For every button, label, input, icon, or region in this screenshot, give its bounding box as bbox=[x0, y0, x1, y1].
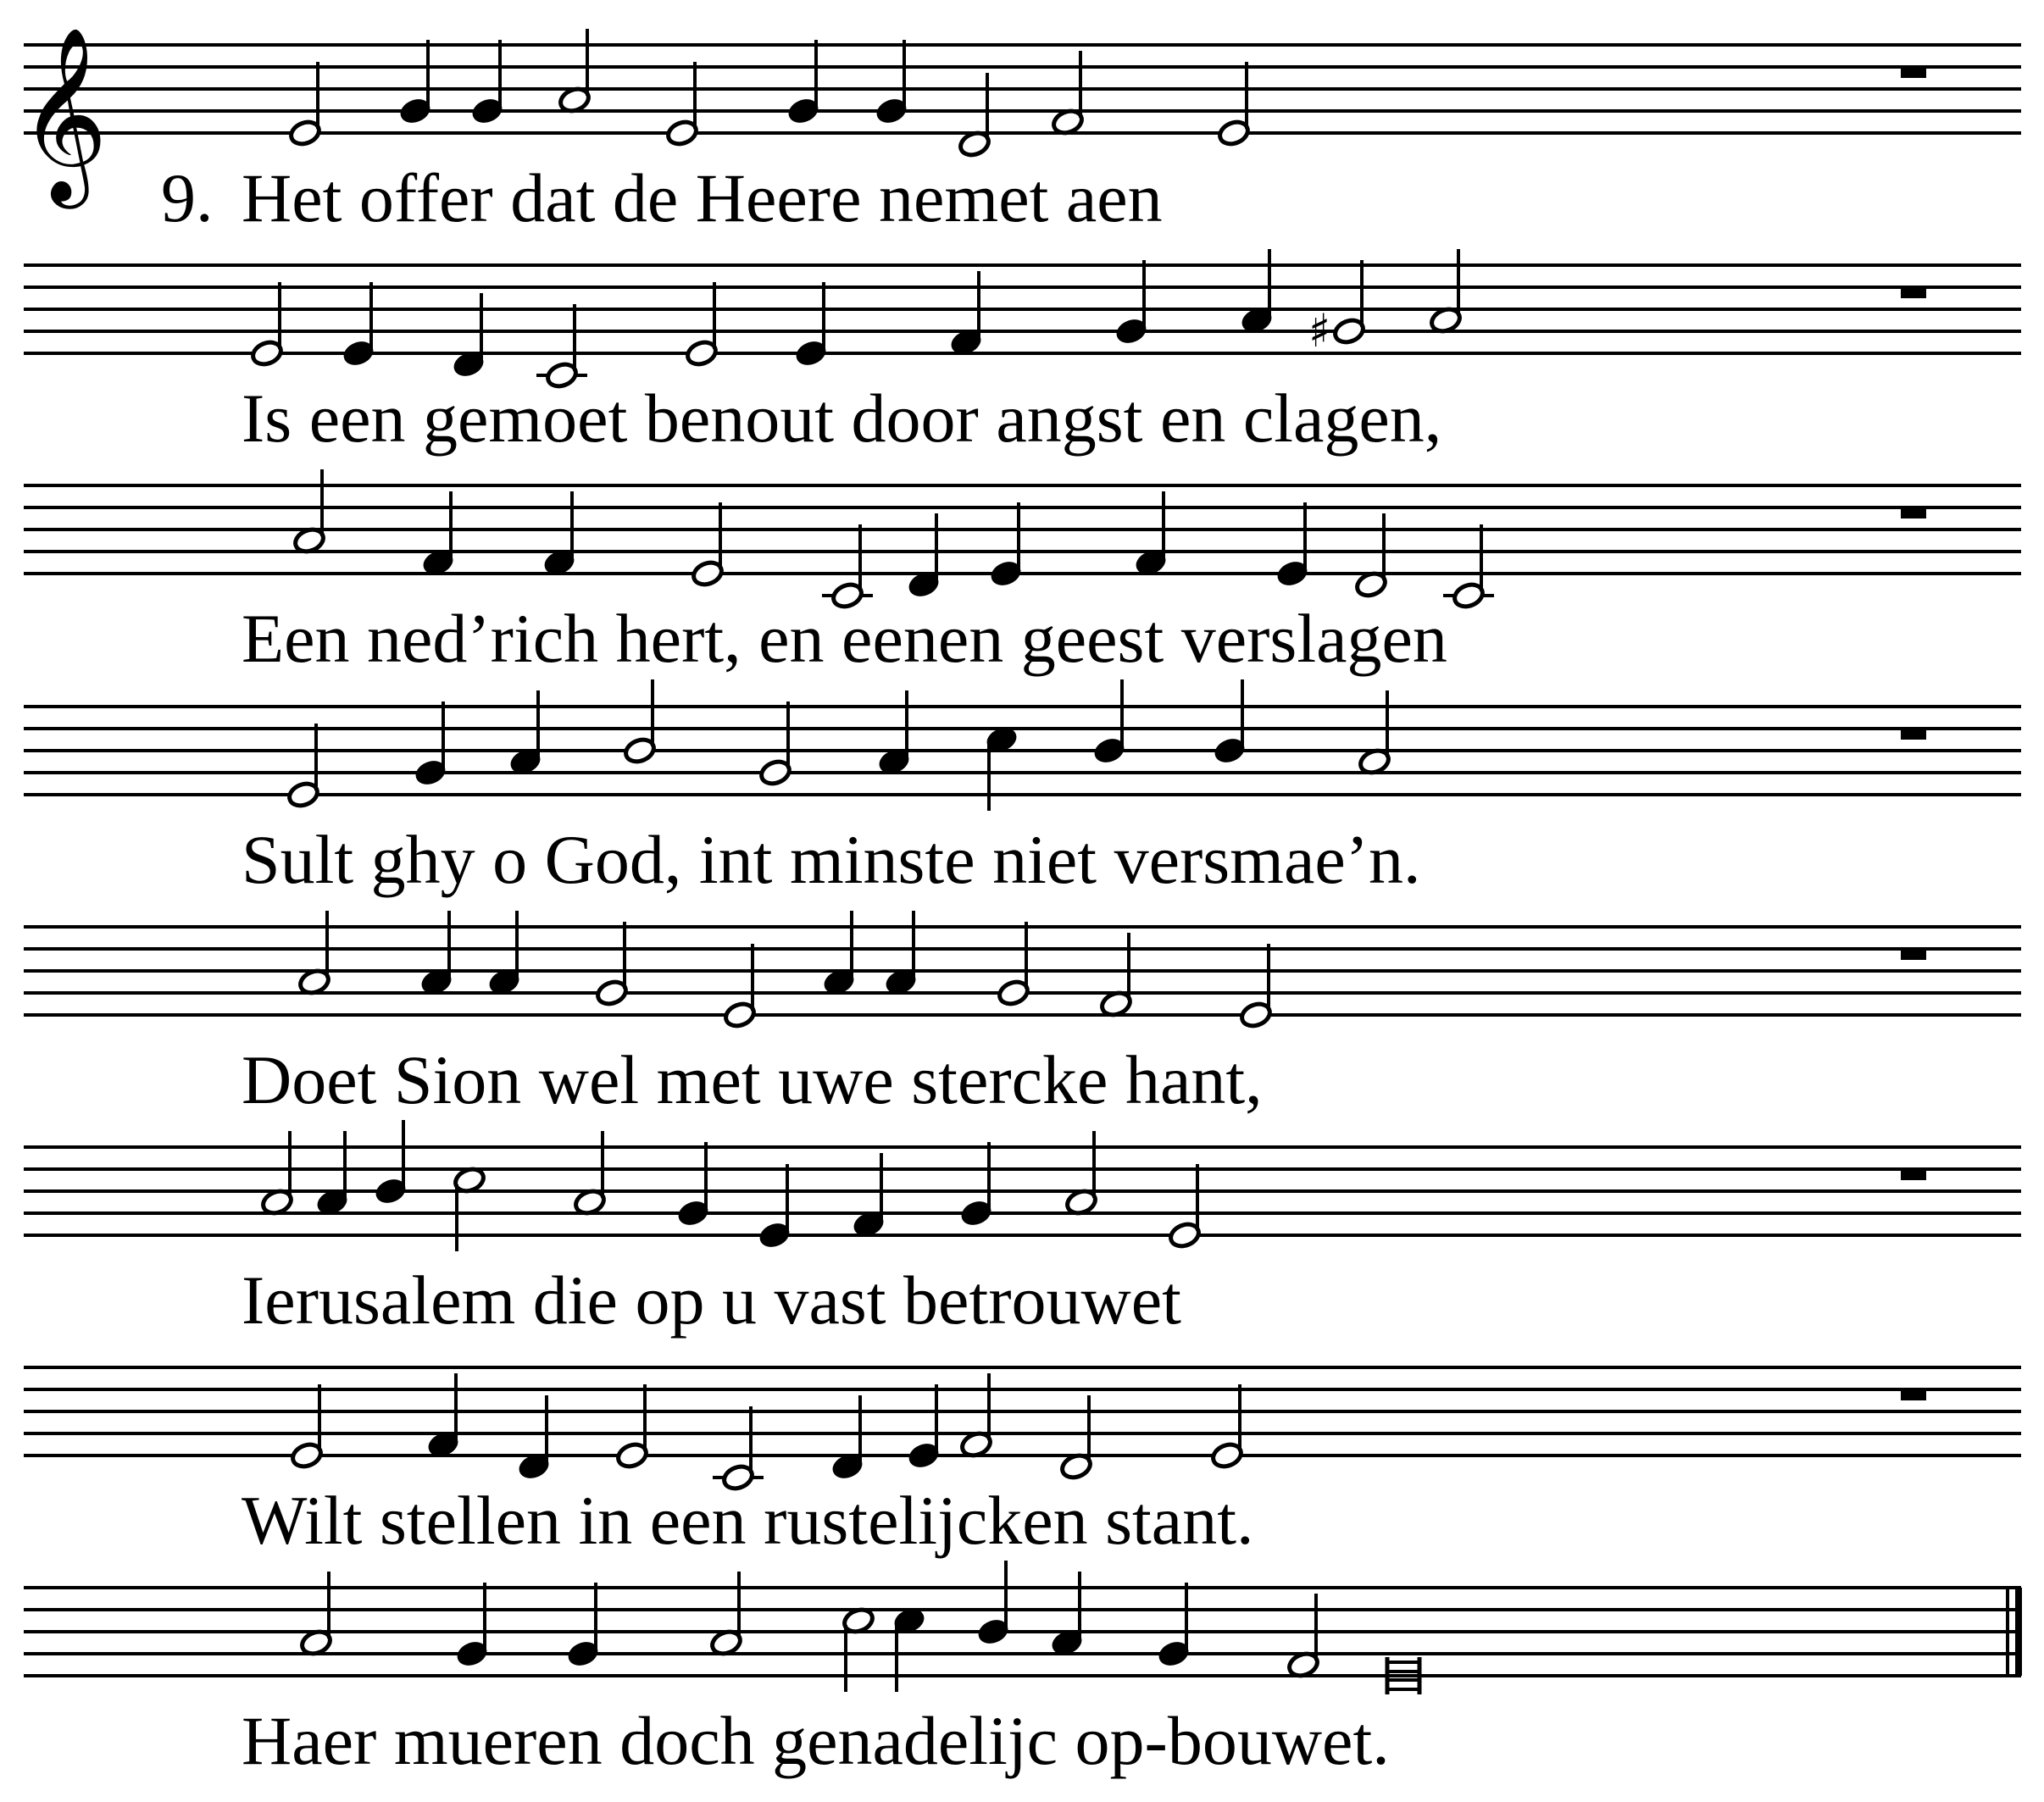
note bbox=[260, 1131, 295, 1217]
note bbox=[453, 1166, 487, 1251]
note bbox=[1358, 690, 1392, 776]
note bbox=[573, 1131, 608, 1217]
note bbox=[907, 1384, 941, 1470]
note bbox=[315, 1131, 350, 1217]
note bbox=[830, 1395, 865, 1481]
note bbox=[374, 1120, 408, 1206]
half-rest-icon bbox=[1901, 729, 1926, 740]
note bbox=[299, 1572, 334, 1657]
note bbox=[985, 725, 1019, 811]
note bbox=[455, 1583, 490, 1668]
note bbox=[542, 491, 577, 577]
note bbox=[758, 701, 793, 787]
lyric-line: Een ned’rich hert, en eenen geest verslagen bbox=[242, 600, 1447, 677]
note bbox=[1210, 1384, 1245, 1470]
staff-system bbox=[24, 469, 2021, 610]
note bbox=[1213, 679, 1247, 765]
note bbox=[949, 271, 984, 357]
note bbox=[1157, 1583, 1191, 1668]
note bbox=[786, 40, 821, 125]
sharp-icon: ♯ bbox=[1308, 304, 1331, 358]
note bbox=[595, 922, 630, 1007]
note bbox=[989, 502, 1024, 588]
half-rest-icon bbox=[1901, 950, 1926, 960]
note bbox=[398, 40, 433, 125]
verse-number: 9. bbox=[161, 159, 214, 236]
note bbox=[794, 282, 829, 368]
note bbox=[517, 1395, 552, 1481]
note bbox=[470, 40, 505, 125]
note bbox=[292, 469, 327, 555]
note bbox=[342, 282, 376, 368]
note bbox=[877, 690, 912, 776]
note bbox=[892, 1606, 927, 1692]
treble-clef-icon: 𝄞 bbox=[19, 25, 108, 201]
note bbox=[1286, 1594, 1321, 1679]
staff-system bbox=[24, 679, 2021, 811]
note bbox=[290, 1384, 325, 1470]
note bbox=[852, 1153, 886, 1239]
staff-system bbox=[24, 1367, 2021, 1492]
staff-system bbox=[24, 911, 2021, 1029]
note bbox=[1443, 524, 1494, 610]
note bbox=[286, 724, 321, 809]
note bbox=[1168, 1164, 1203, 1250]
note bbox=[558, 29, 592, 114]
note bbox=[1092, 679, 1127, 765]
half-rest-icon bbox=[1901, 68, 1926, 78]
note bbox=[822, 911, 857, 996]
note bbox=[959, 1373, 994, 1459]
note bbox=[1239, 944, 1274, 1029]
note bbox=[297, 911, 332, 996]
note bbox=[958, 73, 992, 158]
staff-system bbox=[24, 1561, 2021, 1694]
note bbox=[685, 282, 719, 368]
note bbox=[414, 701, 448, 787]
note bbox=[1134, 491, 1169, 577]
staff-system bbox=[24, 249, 2021, 390]
lyric-line: Wilt stellen in een rustelijcken stant. bbox=[242, 1482, 1254, 1559]
note bbox=[713, 1406, 764, 1492]
note bbox=[709, 1572, 744, 1657]
note bbox=[1354, 513, 1389, 599]
note bbox=[1275, 502, 1310, 588]
note bbox=[566, 1583, 601, 1668]
note bbox=[976, 1561, 1011, 1646]
note bbox=[288, 62, 323, 147]
note bbox=[615, 1384, 650, 1470]
note bbox=[723, 944, 758, 1029]
lyric-line: Is een gemoet benout door angst en clagen, bbox=[242, 380, 1442, 457]
half-rest-icon bbox=[1901, 508, 1926, 518]
note bbox=[758, 1164, 792, 1250]
note bbox=[875, 40, 909, 125]
note bbox=[452, 293, 486, 379]
note bbox=[508, 690, 543, 776]
note bbox=[250, 282, 285, 368]
note bbox=[419, 911, 454, 996]
note bbox=[421, 491, 456, 577]
half-rest-icon bbox=[1901, 288, 1926, 298]
half-rest-icon bbox=[1901, 1390, 1926, 1400]
note bbox=[623, 679, 658, 765]
note bbox=[426, 1373, 461, 1459]
note bbox=[884, 911, 919, 996]
note bbox=[1059, 1395, 1094, 1481]
note bbox=[1064, 1131, 1099, 1217]
note bbox=[907, 513, 941, 599]
half-rest-icon bbox=[1901, 1170, 1926, 1180]
note bbox=[822, 524, 873, 610]
note bbox=[536, 304, 587, 390]
note bbox=[959, 1142, 994, 1228]
lyric-line: Haer mueren doch genadelijc op-bouwet. bbox=[242, 1702, 1390, 1779]
note bbox=[1217, 62, 1252, 147]
note bbox=[997, 922, 1031, 1007]
note bbox=[676, 1142, 711, 1228]
note bbox=[1050, 1572, 1085, 1657]
note bbox=[1099, 933, 1134, 1018]
lyric-line: Doet Sion wel met uwe stercke hant, bbox=[242, 1041, 1263, 1118]
staff-system bbox=[24, 1120, 2021, 1251]
note bbox=[665, 62, 700, 147]
lyric-line: Ierusalem die op u vast betrouwet bbox=[242, 1261, 1181, 1339]
note bbox=[691, 502, 725, 588]
lyric-line: Het offer dat de Heere nemet aen bbox=[242, 159, 1163, 236]
note bbox=[1240, 249, 1275, 335]
note bbox=[1429, 249, 1464, 335]
note bbox=[487, 911, 522, 996]
lyric-line: Sult ghy o God, int minste niet versmae’n. bbox=[242, 821, 1421, 898]
note bbox=[1114, 260, 1149, 346]
note bbox=[1051, 51, 1086, 136]
note bbox=[841, 1606, 876, 1692]
